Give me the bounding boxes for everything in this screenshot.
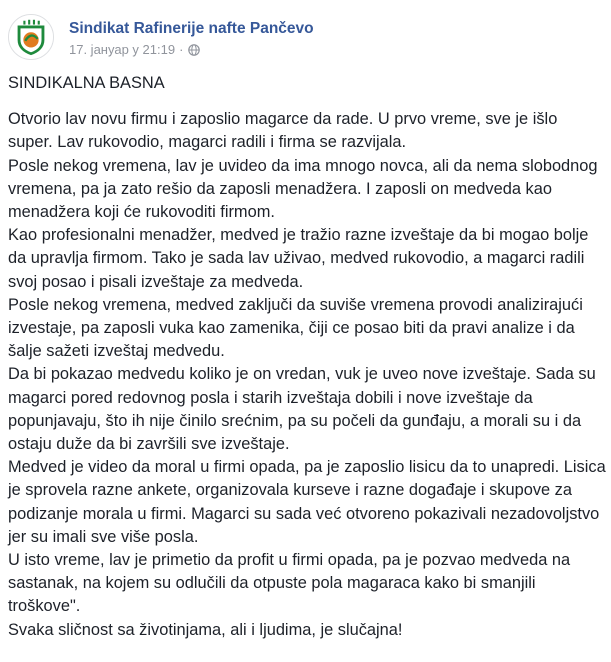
meta-separator: · bbox=[179, 42, 184, 57]
post-paragraph: Da bi pokazao medvedu koliko je on vredan, vuk je uveo nove izveštaje. Sada su magarci pored redovnog posla i starih izveštaja dobili i nove izveštaje da popunjavaju, što ih nije činilo srećnim, pa su počeli da gunđaju, a morali su i da ostaju duže da bi završili sve izveštaje. bbox=[8, 365, 596, 454]
post-meta bbox=[69, 42, 200, 57]
post-paragraph: Medved je video da moral u firmi opada, pa je zaposlio lisicu da to unapredi. Lisica je sprovela razne ankete, organizovala kurseve i razne događaje i skupove za podizanje morala u firmi. Magarci su sada već otvoreno pokazivali nezadovoljstvo jer su imali sve više posla. bbox=[8, 458, 606, 546]
post-paragraph: Posle nekog vremena, medved zaključi da suviše vremena provodi analizirajući izvestaje, pa zaposli vuka kao zamenika, čiji ce posao biti da pravi analize i da šalje sažeti izveštaj medvedu. bbox=[8, 295, 583, 361]
post-title: SINDIKALNA BASNA bbox=[8, 74, 165, 92]
post-header bbox=[8, 8, 603, 62]
post-timestamp[interactable]: 17. јануар у 21:19 bbox=[69, 42, 176, 57]
post-paragraph: U isto vreme, lav je primetio da profit u firmi opada, pa je pozvao medveda na sastanak, na kojem su odlučili da otpuste pola magaraca kako bi smanjili troškove". bbox=[8, 551, 571, 616]
post-paragraph: Otvorio lav novu firmu i zaposlio magarce da rade. U prvo vreme, sve je išlo super. Lav rukovodio, magarci radili i firma se razvijala. bbox=[8, 110, 558, 152]
post-paragraph: Kao profesionalni menadžer, medved je tražio razne izveštaje da bi mogao bolje da upravlja firmom. Tako je sada lav uživao, medved rukovodio, a magarci radili svoj posao i pisali izveštaje za medveda. bbox=[8, 226, 589, 291]
post-paragraph: Posle nekog vremena, lav je uvideo da ima mnogo novca, ali da nema slobodnog vremena, pa ja zato rešio da zaposli menadžera. I zaposli on medveda kao menadžera koji će rukovoditi firmom. bbox=[8, 156, 598, 222]
globe-icon[interactable] bbox=[188, 44, 200, 56]
page-name-link[interactable]: Sindikat Rafinerije nafte Pančevo bbox=[69, 20, 314, 37]
post-paragraph: Svaka sličnost sa životinjama, ali i ljudima, je slučajna! bbox=[8, 620, 403, 639]
post-text bbox=[8, 72, 606, 642]
page-avatar[interactable] bbox=[8, 14, 54, 60]
sindikat-logo-icon bbox=[9, 15, 53, 59]
